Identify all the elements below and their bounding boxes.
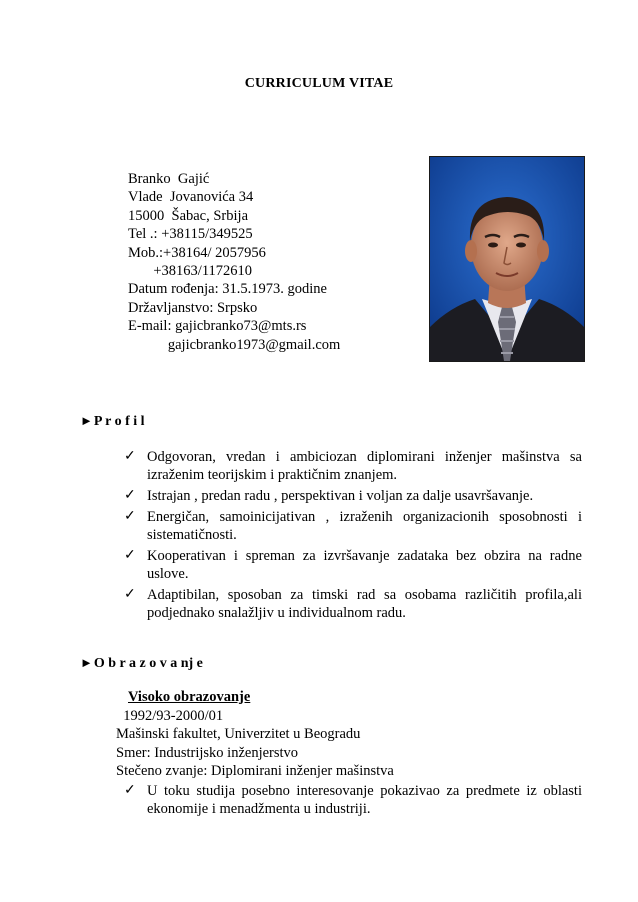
- education-subheading: Visoko obrazovanje: [128, 689, 251, 705]
- education-major: Smer: Industrijsko inženjerstvo: [116, 744, 299, 761]
- profile-list: [124, 448, 582, 625]
- education-heading-label: O b r a z o v a nj e: [93, 656, 203, 671]
- contact-email-2: gajicbranko1973@gmail.com: [128, 336, 341, 353]
- list-item: ✓ Energičan, samoinicijativan , izraženih organizacionih sposobnosti i sistematičnosti.: [124, 509, 582, 543]
- checkmark-icon: ✓: [124, 449, 136, 464]
- education-block: [116, 707, 394, 781]
- arrow-right-icon: ►: [80, 655, 93, 670]
- contact-mobile-2: +38163/1172610: [128, 263, 253, 280]
- contact-tel: Tel .: +38115/349525: [128, 226, 253, 243]
- profile-heading: [80, 413, 145, 430]
- contact-street: Vlade Jovanovića 34: [128, 189, 254, 206]
- checkmark-icon: ✓: [124, 488, 136, 503]
- list-item: ✓ U toku studija posebno interesovanje pokazivao za predmete iz oblasti ekonomije i menadžmenta u industriji.: [124, 783, 582, 817]
- contact-citizenship: Državljanstvo: Srpsko: [128, 299, 258, 316]
- education-heading: [80, 655, 203, 672]
- arrow-right-icon: ►: [80, 413, 93, 428]
- checkmark-icon: ✓: [124, 587, 136, 602]
- list-item: ✓ Odgovoran, vredan i ambiciozan diplomirani inženjer mašinstva sa izraženim teorijskim i praktičnim znanjem.: [124, 449, 582, 483]
- contact-name: Branko Gajić: [128, 171, 210, 187]
- list-item: ✓ Istrajan , predan radu , perspektivan i voljan za dalje usavršavanje.: [124, 488, 534, 504]
- profile-photo: [429, 156, 585, 362]
- education-list: [124, 782, 582, 821]
- checkmark-icon: ✓: [124, 783, 136, 798]
- contact-city: 15000 Šabac, Srbija: [128, 207, 249, 224]
- contact-email: E-mail: gajicbranko73@mts.rs: [128, 318, 307, 335]
- education-period: 1992/93-2000/01: [116, 708, 224, 724]
- profile-heading-label: P r o f i l: [93, 414, 145, 429]
- education-degree: Stečeno zvanje: Diplomirani inženjer mašinstva: [116, 763, 394, 780]
- checkmark-icon: ✓: [124, 548, 136, 563]
- portrait-image: [430, 157, 584, 361]
- list-item: ✓ Adaptibilan, sposoban za timski rad sa osobama različitih profila,ali podjednako snalažljiv u individualnom radu.: [124, 587, 582, 621]
- list-item: ✓ Kooperativan i spreman za izvršavanje zadataka bez obzira na radne uslove.: [124, 548, 582, 582]
- checkmark-icon: ✓: [124, 509, 136, 524]
- document-title: CURRICULUM VITAE: [244, 76, 394, 91]
- education-school: Mašinski fakultet, Univerzitet u Beogradu: [116, 726, 361, 743]
- contact-birth-date: Datum rođenja: 31.5.1973. godine: [128, 281, 327, 298]
- contact-mobile: Mob.:+38164/ 2057956: [128, 244, 266, 261]
- contact-block: [128, 170, 340, 354]
